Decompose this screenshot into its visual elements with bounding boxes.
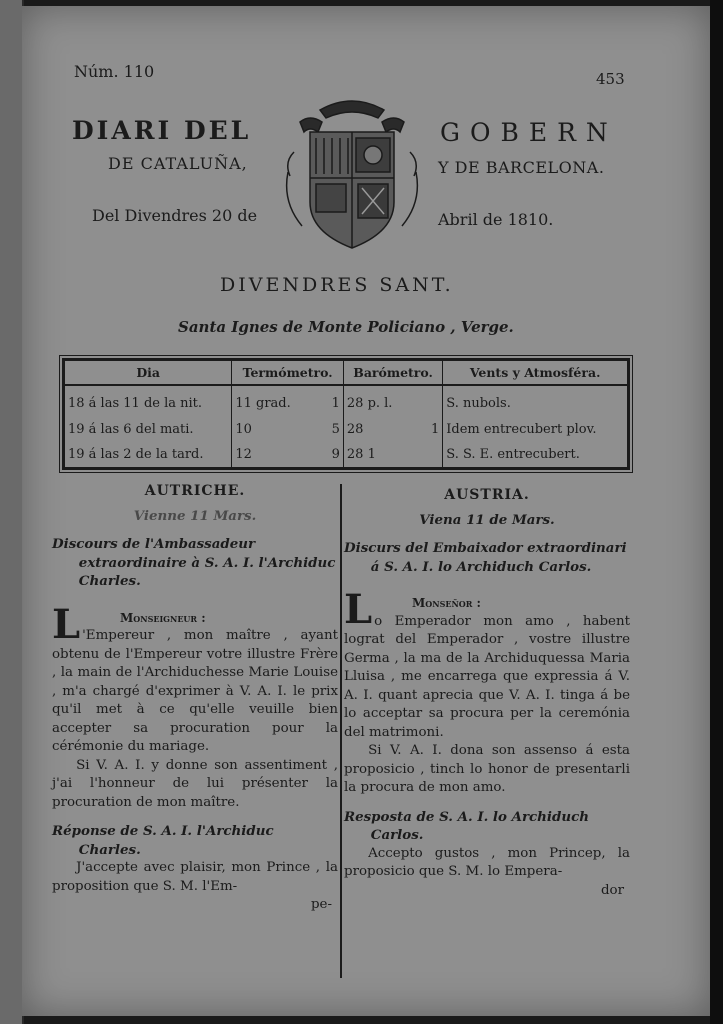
salutation: Monseigneur : <box>120 610 206 625</box>
masthead-date-right: Abril de 1810. <box>438 210 554 229</box>
weather-row <box>65 385 627 417</box>
day-name-heading: DIVENDRES SANT. <box>220 274 454 296</box>
column-divider <box>340 484 342 978</box>
book-left-page-edge <box>0 0 24 1024</box>
weather-cell-day: 19 á las 2 de la tard. <box>68 447 204 463</box>
weather-row <box>65 417 627 442</box>
salutation: Monseñor : <box>412 596 481 610</box>
weather-cell-thermo-frac: 9 <box>331 447 340 463</box>
masthead-subtitle-right: Y DE BARCELONA. <box>438 158 605 177</box>
book-right-edge <box>710 0 723 1024</box>
weather-header-winds: Vents y Atmosféra. <box>443 361 627 385</box>
weather-cell-thermo-frac: 1 <box>331 396 340 412</box>
weather-cell-baro: 28 p. l. <box>343 385 420 417</box>
weather-cell-wind: Idem entrecubert plov. <box>443 417 627 442</box>
weather-cell-baro: 28 1 <box>343 442 420 467</box>
weather-cell-baro: 28 <box>343 417 420 442</box>
country-heading: AUSTRIA. <box>444 487 530 503</box>
continuation-text: pe- <box>310 897 332 912</box>
drop-cap: L <box>344 586 373 633</box>
speech-body <box>344 586 630 742</box>
dateline: Viena 11 de Mars. <box>419 511 555 528</box>
newspaper-page <box>22 6 710 1016</box>
drop-cap: L <box>52 600 81 648</box>
weather-cell-baro-frac <box>421 385 443 417</box>
masthead-title-left: DIARI DEL <box>72 116 252 145</box>
weather-cell-baro-frac <box>421 442 443 467</box>
masthead-date-left: Del Divendres 20 de <box>92 206 258 225</box>
speech-body <box>52 600 338 757</box>
masthead-title-right: GOBERN <box>440 118 618 147</box>
weather-cell-thermo: 11 grad. <box>232 385 322 417</box>
weather-cell-thermo: 10 <box>232 417 322 442</box>
reply-text: Accepto gustos , mon Princep, la proposicio que S. M. lo Empera- <box>344 845 630 879</box>
french-column <box>52 482 338 915</box>
speech-paragraph: Si V. A. I. y donne son assentiment , j'ai l'honneur de lui présenter la procuration de mon maître. <box>52 757 338 810</box>
speech-paragraph: Si V. A. I. dona son assenso á esta proposicio , tinch lo honor de presentarli la procura de mon amo. <box>344 743 630 795</box>
reply-heading: Resposta de S. A. I. lo Archiduch Carlos. <box>344 808 589 843</box>
catalan-column <box>344 486 630 900</box>
continuation-text: dor <box>600 882 624 898</box>
speech-heading: Discurs del Embaixador extraordinari á S. A. I. lo Archiduch Carlos. <box>344 540 627 575</box>
weather-header-day: Dia <box>65 361 232 385</box>
weather-cell-thermo: 12 <box>232 442 322 467</box>
weather-header-barometer: Barómetro. <box>343 361 442 385</box>
speech-paragraph: o Emperador mon amo , habent lograt del Emperador , vostre illustre Germa , la ma de la Archiduquessa Maria Lluisa , me encarrega que expressia á V. A. I. quant aprecia que V. A. I. tinga á be lo acceptar sa procura per la ceremónia del matrimoni. <box>344 613 630 740</box>
dateline: Vienne 11 Mars. <box>133 507 257 524</box>
issue-number: Núm. 110 <box>74 62 155 81</box>
weather-cell-day: 18 á las 11 de la nit. <box>68 396 203 412</box>
masthead-subtitle-left: DE CATALUÑA, <box>108 154 248 173</box>
weather-cell-wind: S. S. E. entrecubert. <box>443 442 627 467</box>
reply-heading: Réponse de S. A. I. l'Archiduc Charles. <box>52 823 274 858</box>
weather-row <box>65 442 627 467</box>
weather-cell-thermo-frac: 5 <box>331 422 340 438</box>
page-number: 453 <box>596 70 625 88</box>
weather-header-thermometer: Termómetro. <box>232 361 344 385</box>
speech-heading: Discours de l'Ambassadeur extraordinaire à S. A. I. l'Archiduc Charles. <box>52 536 336 589</box>
reply-text: J'accepte avec plaisir, mon Prince , la proposition que S. M. l'Em- <box>52 860 338 894</box>
weather-cell-baro-frac: 1 <box>430 422 440 438</box>
weather-table <box>62 358 630 470</box>
coat-of-arms-crest <box>280 92 424 252</box>
weather-cell-day: 19 á las 6 del mati. <box>68 422 194 438</box>
saint-of-the-day: Santa Ignes de Monte Policiano , Verge. <box>178 318 514 336</box>
country-heading: AUTRICHE. <box>144 483 246 499</box>
weather-cell-wind: S. nubols. <box>443 385 627 417</box>
speech-paragraph: 'Empereur , mon maître , ayant obtenu de l'Empereur votre illustre Frère , la main de l'Archiduchesse Marie Louise , m'a chargé d'exprimer à V. A. I. le prix qu'il met à ce qu'elle veuille bien accepter sa procuration pour la cérémonie du mariage. <box>52 628 338 754</box>
